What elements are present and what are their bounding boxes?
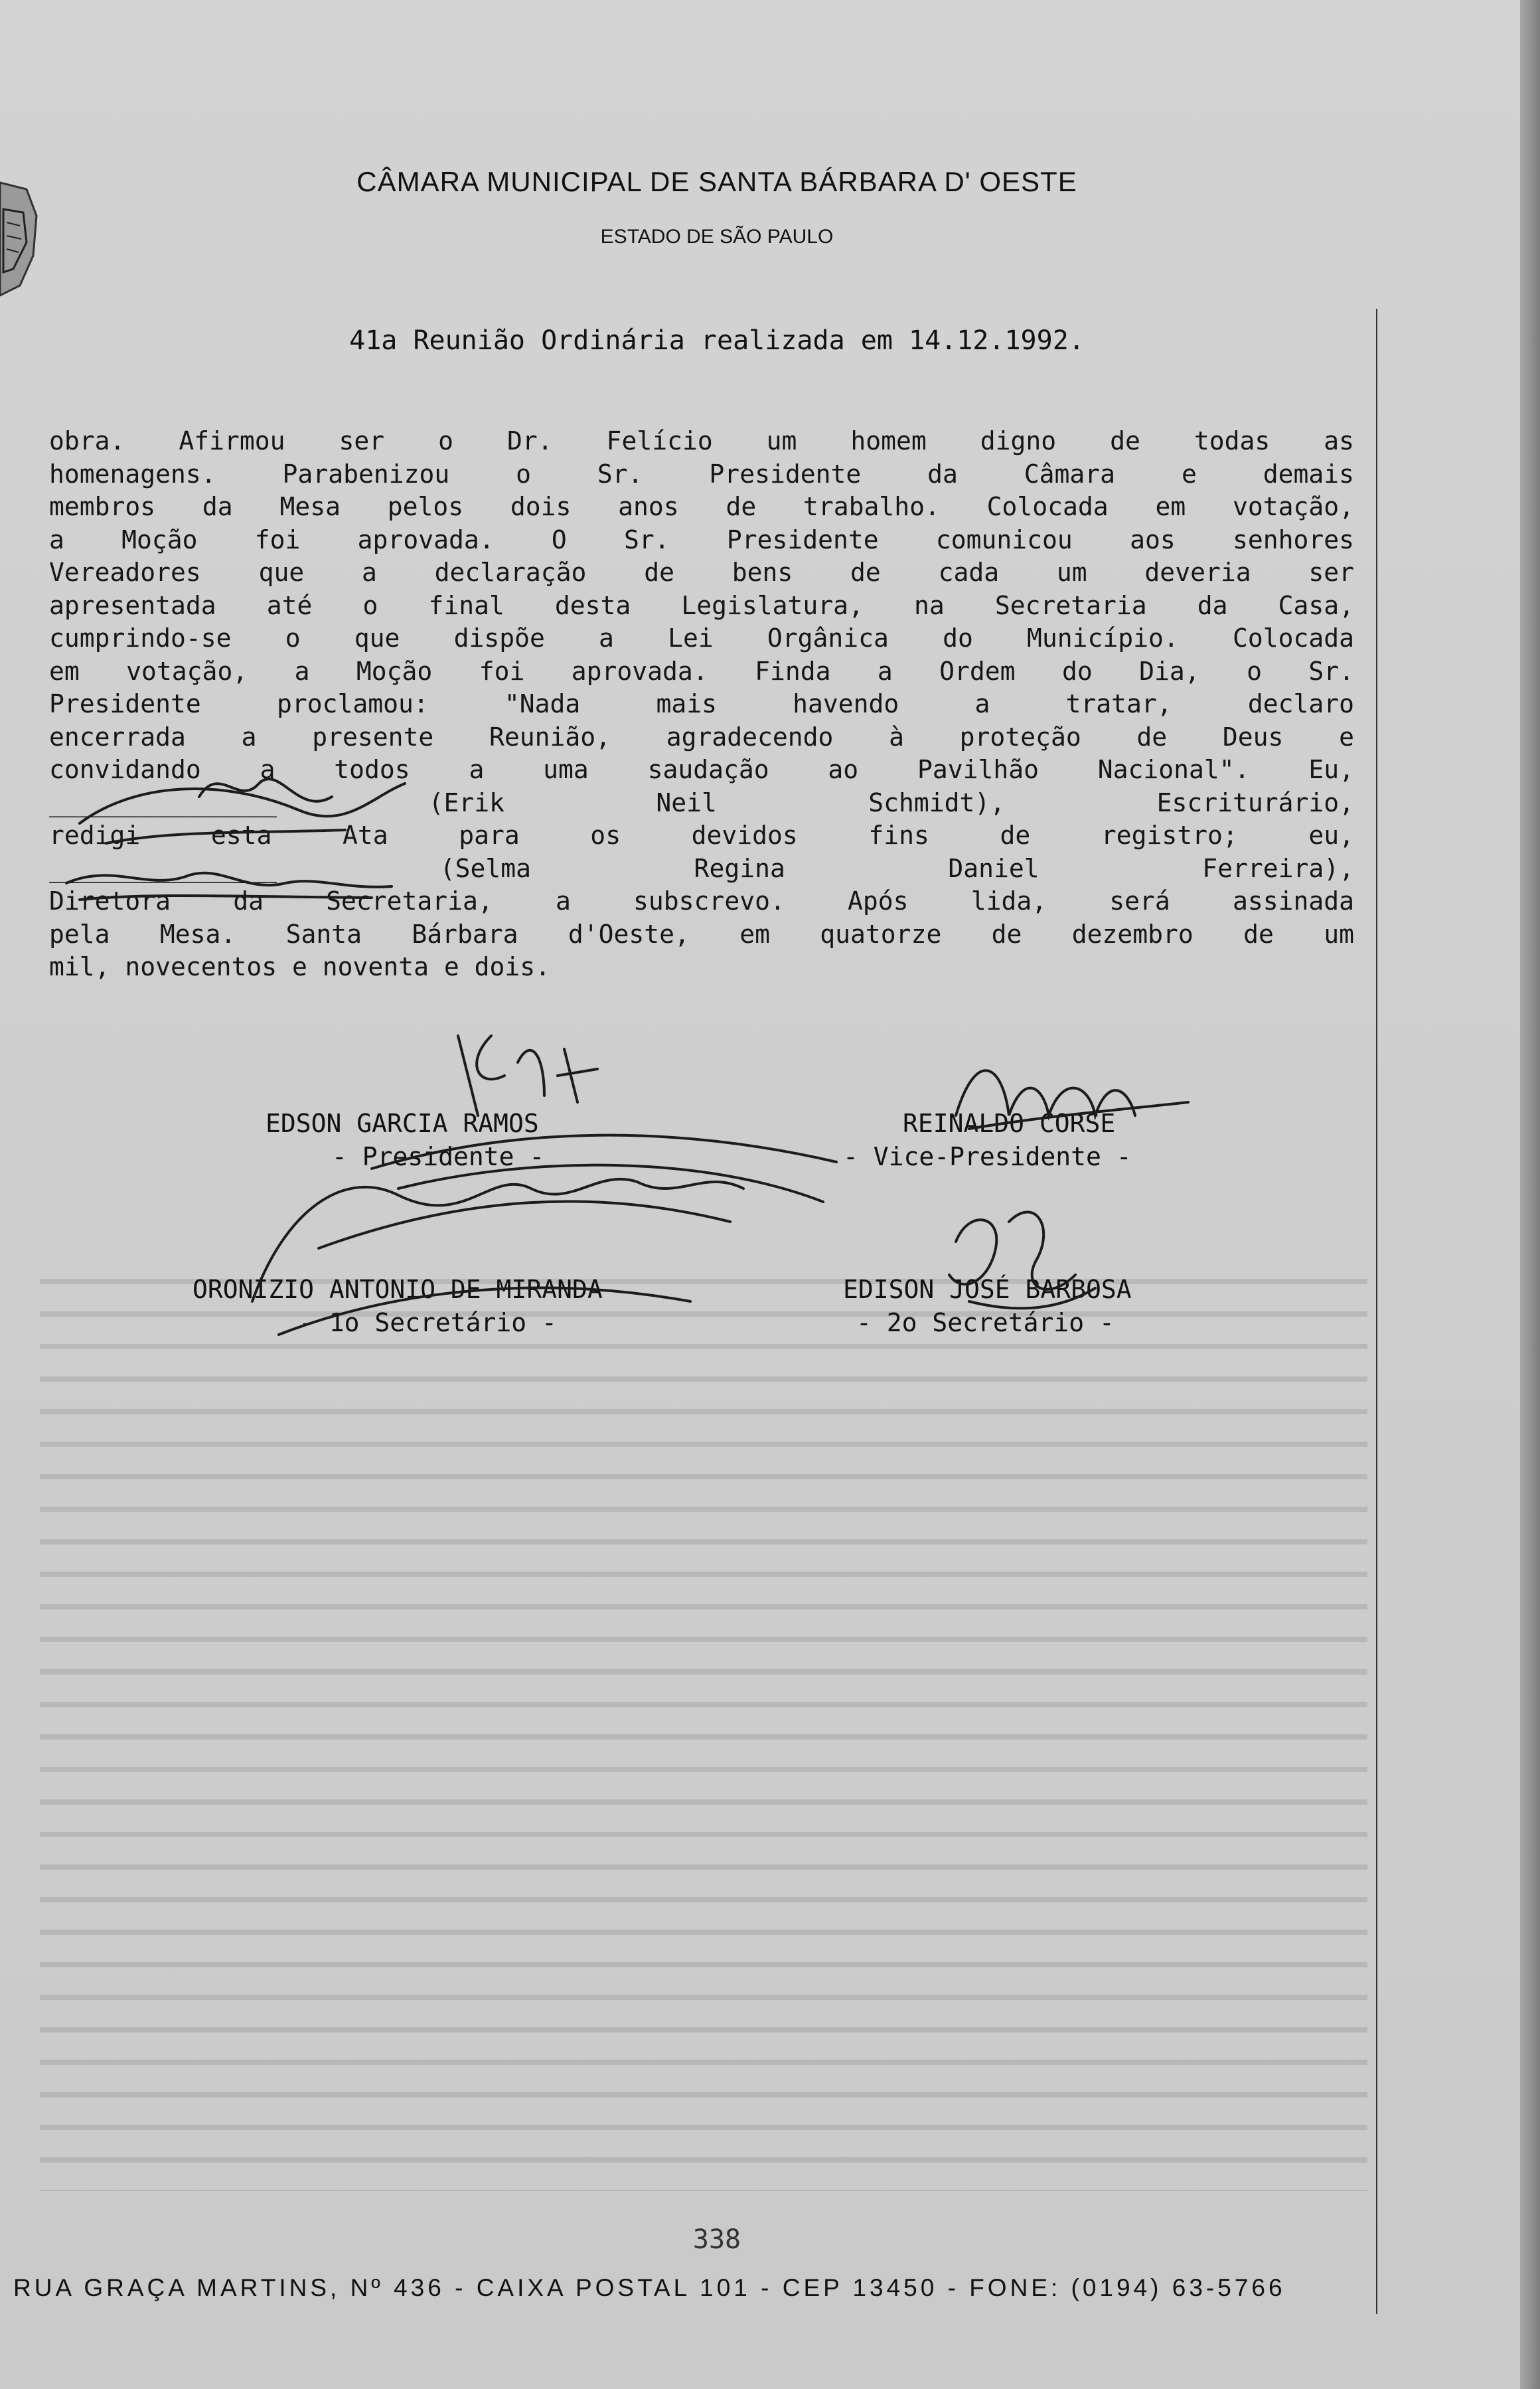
director-signature — [66, 873, 392, 900]
state-name: ESTADO DE SÃO PAULO — [600, 226, 834, 248]
body-line: _______________ (Selma Regina Daniel Ferreira), — [49, 853, 1354, 883]
president-flourish — [319, 1135, 836, 1248]
body-line: obra. Afirmou ser o Dr. Felício um homem digno de todas as — [49, 426, 1354, 455]
scribe-signature — [80, 779, 405, 843]
vice-president-signature — [956, 1070, 1188, 1129]
body-line: membros da Mesa pelos dois anos de trabalho. Colocada em votação, — [49, 492, 1354, 521]
body-line: pela Mesa. Santa Bárbara d'Oeste, em quatorze de dezembro de um — [49, 919, 1354, 949]
body-line: _______________ (Erik Neil Schmidt), Escriturário, — [49, 787, 1354, 817]
page-edge-shadow — [1520, 0, 1540, 2389]
institution-name: CÂMARA MUNICIPAL DE SANTA BÁRBARA D' OESTE — [356, 166, 1077, 197]
body-line: convidando a todos a uma saudação ao Pavilhão Nacional". Eu, — [49, 755, 1354, 784]
signatory-role-second-secretary: - 2o Secretário - — [856, 1308, 1115, 1337]
signatory-role-vice-president: - Vice-Presidente - — [843, 1142, 1132, 1171]
page-number: 338 — [692, 2224, 741, 2255]
body-line: a Moção foi aprovada. O Sr. Presidente comunicou aos senhores — [49, 525, 1354, 554]
signatory-name-second-secretary: EDISON JOSÉ BARBOSA — [843, 1275, 1132, 1304]
body-line: em votação, a Moção foi aprovada. Finda a Ordem do Dia, o Sr. — [49, 656, 1354, 686]
signatory-name-vice-president: REINALDO CORSE — [903, 1109, 1116, 1138]
body-line: redigi esta Ata para os devidos fins de registro; eu, — [49, 821, 1354, 850]
body-line: apresentada até o final desta Legislatura, na Secretaria da Casa, — [49, 590, 1354, 620]
president-signature — [458, 1036, 597, 1115]
footer-address: RUA GRAÇA MARTINS, Nº 436 - CAIXA POSTAL 101 - CEP 13450 - FONE: (0194) 63-5766 — [13, 2274, 1286, 2301]
body-line: Vereadores que a declaração de bens de cada um deveria ser — [49, 558, 1354, 587]
signatory-name-first-secretary: ORONIZIO ANTONIO DE MIRANDA — [193, 1275, 603, 1304]
first-secretary-signature — [252, 1179, 743, 1335]
body-line: homenagens. Parabenizou o Sr. Presidente da Câmara e demais — [49, 459, 1354, 489]
body-line: Diretora da Secretaria, a subscrevo. Após lida, será assinada — [49, 886, 1354, 916]
meeting-title: 41a Reunião Ordinária realizada em 14.12.1992. — [349, 325, 1085, 356]
body-line: mil, novecentos e noventa e dois. — [49, 952, 550, 981]
body-line: encerrada a presente Reunião, agradecendo à proteção de Deus e — [49, 722, 1354, 752]
signatory-role-first-secretary: - 1o Secretário - — [299, 1308, 557, 1337]
signatory-role-president: - Presidente - — [332, 1142, 545, 1171]
body-line: cumprindo-se o que dispõe a Lei Orgânica do Município. Colocada — [49, 623, 1354, 653]
signatory-name-president: EDSON GARCIA RAMOS — [266, 1109, 539, 1138]
second-secretary-signature — [949, 1212, 1095, 1308]
body-line: Presidente proclamou: "Nada mais havendo a tratar, declaro — [49, 689, 1354, 718]
